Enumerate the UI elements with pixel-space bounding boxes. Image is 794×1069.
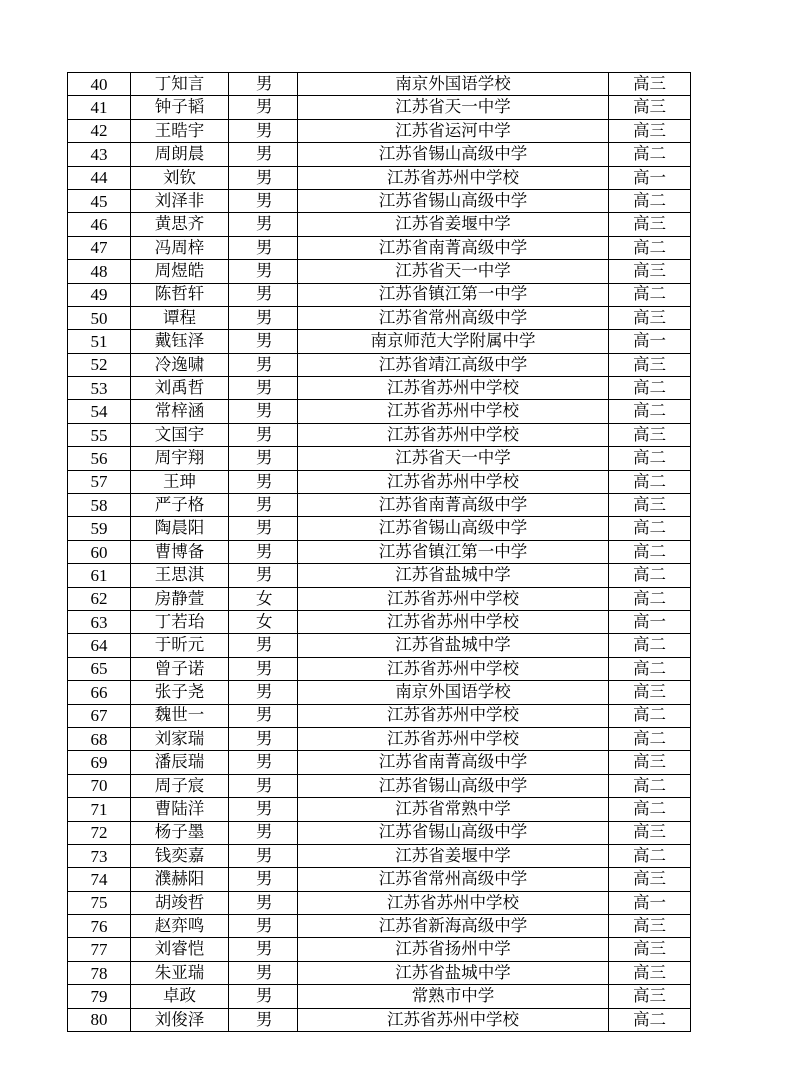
student-grade: 高二 <box>609 704 691 727</box>
student-school: 江苏省常州高级中学 <box>298 306 609 329</box>
student-gender: 男 <box>229 564 298 587</box>
student-gender: 男 <box>229 447 298 470</box>
student-name: 魏世一 <box>131 704 229 727</box>
student-gender: 男 <box>229 891 298 914</box>
student-name: 王思淇 <box>131 564 229 587</box>
row-number: 48 <box>68 260 131 283</box>
student-name: 陶晨阳 <box>131 517 229 540</box>
student-school: 江苏省盐城中学 <box>298 634 609 657</box>
student-gender: 男 <box>229 423 298 446</box>
student-school: 江苏省锡山高级中学 <box>298 143 609 166</box>
row-number: 55 <box>68 423 131 446</box>
row-number: 69 <box>68 751 131 774</box>
table-row <box>68 961 691 984</box>
student-gender: 男 <box>229 517 298 540</box>
row-number: 65 <box>68 657 131 680</box>
student-gender: 男 <box>229 634 298 657</box>
student-school: 南京师范大学附属中学 <box>298 330 609 353</box>
student-name: 钟子韬 <box>131 96 229 119</box>
student-school: 江苏省苏州中学校 <box>298 1008 609 1031</box>
student-grade: 高二 <box>609 470 691 493</box>
student-name: 钱奕嘉 <box>131 844 229 867</box>
student-grade: 高二 <box>609 587 691 610</box>
student-gender: 女 <box>229 587 298 610</box>
student-grade: 高二 <box>609 283 691 306</box>
student-name: 于昕元 <box>131 634 229 657</box>
row-number: 57 <box>68 470 131 493</box>
student-gender: 男 <box>229 353 298 376</box>
student-name: 周宇翔 <box>131 447 229 470</box>
row-number: 75 <box>68 891 131 914</box>
table-row <box>68 517 691 540</box>
student-school: 江苏省常州高级中学 <box>298 868 609 891</box>
table-row <box>68 73 691 96</box>
row-number: 64 <box>68 634 131 657</box>
student-school: 江苏省新海高级中学 <box>298 915 609 938</box>
table-row <box>68 634 691 657</box>
student-school: 江苏省苏州中学校 <box>298 704 609 727</box>
student-gender: 男 <box>229 73 298 96</box>
table-row <box>68 821 691 844</box>
student-grade: 高二 <box>609 798 691 821</box>
row-number: 58 <box>68 494 131 517</box>
student-gender: 男 <box>229 681 298 704</box>
student-grade: 高二 <box>609 447 691 470</box>
row-number: 61 <box>68 564 131 587</box>
row-number: 63 <box>68 610 131 633</box>
table-row <box>68 540 691 563</box>
student-school: 江苏省苏州中学校 <box>298 587 609 610</box>
table-row <box>68 891 691 914</box>
table-row <box>68 470 691 493</box>
student-school: 常熟市中学 <box>298 985 609 1008</box>
student-name: 戴钰泽 <box>131 330 229 353</box>
student-name: 王晧宇 <box>131 119 229 142</box>
table-row <box>68 798 691 821</box>
student-school: 江苏省苏州中学校 <box>298 400 609 423</box>
student-school: 江苏省靖江高级中学 <box>298 353 609 376</box>
row-number: 46 <box>68 213 131 236</box>
student-grade: 高二 <box>609 634 691 657</box>
table-row <box>68 844 691 867</box>
roster-body <box>68 73 691 1032</box>
student-name: 周朗晨 <box>131 143 229 166</box>
student-name: 周子宸 <box>131 774 229 797</box>
student-school: 南京外国语学校 <box>298 681 609 704</box>
student-school: 江苏省扬州中学 <box>298 938 609 961</box>
student-grade: 高二 <box>609 143 691 166</box>
student-grade: 高一 <box>609 891 691 914</box>
table-row <box>68 868 691 891</box>
student-grade: 高二 <box>609 1008 691 1031</box>
student-school: 江苏省苏州中学校 <box>298 891 609 914</box>
student-grade: 高三 <box>609 73 691 96</box>
student-school: 江苏省南菁高级中学 <box>298 236 609 259</box>
row-number: 41 <box>68 96 131 119</box>
student-school: 江苏省苏州中学校 <box>298 657 609 680</box>
table-row <box>68 681 691 704</box>
row-number: 44 <box>68 166 131 189</box>
student-gender: 男 <box>229 727 298 750</box>
student-name: 丁若珆 <box>131 610 229 633</box>
table-row <box>68 423 691 446</box>
student-name: 文国宇 <box>131 423 229 446</box>
student-grade: 高一 <box>609 330 691 353</box>
student-name: 王珅 <box>131 470 229 493</box>
student-gender: 女 <box>229 610 298 633</box>
row-number: 78 <box>68 961 131 984</box>
row-number: 40 <box>68 73 131 96</box>
student-name: 周煜皓 <box>131 260 229 283</box>
row-number: 62 <box>68 587 131 610</box>
student-grade: 高二 <box>609 774 691 797</box>
student-gender: 男 <box>229 330 298 353</box>
table-row <box>68 400 691 423</box>
student-gender: 男 <box>229 377 298 400</box>
row-number: 54 <box>68 400 131 423</box>
student-school: 江苏省常熟中学 <box>298 798 609 821</box>
row-number: 79 <box>68 985 131 1008</box>
student-gender: 男 <box>229 540 298 563</box>
student-name: 曾子诺 <box>131 657 229 680</box>
student-grade: 高二 <box>609 236 691 259</box>
student-name: 黄思齐 <box>131 213 229 236</box>
student-name: 刘睿恺 <box>131 938 229 961</box>
student-gender: 男 <box>229 938 298 961</box>
student-grade: 高三 <box>609 961 691 984</box>
student-school: 江苏省南菁高级中学 <box>298 494 609 517</box>
table-row <box>68 189 691 212</box>
student-school: 江苏省苏州中学校 <box>298 727 609 750</box>
row-number: 71 <box>68 798 131 821</box>
table-row <box>68 727 691 750</box>
student-grade: 高三 <box>609 915 691 938</box>
student-gender: 男 <box>229 260 298 283</box>
student-grade: 高二 <box>609 727 691 750</box>
student-name: 谭程 <box>131 306 229 329</box>
student-name: 房静萱 <box>131 587 229 610</box>
student-gender: 男 <box>229 143 298 166</box>
student-grade: 高三 <box>609 423 691 446</box>
student-name: 冷逸啸 <box>131 353 229 376</box>
table-row <box>68 657 691 680</box>
table-row <box>68 143 691 166</box>
table-row <box>68 915 691 938</box>
student-name: 陈哲轩 <box>131 283 229 306</box>
student-gender: 男 <box>229 236 298 259</box>
student-name: 刘禹哲 <box>131 377 229 400</box>
student-gender: 男 <box>229 470 298 493</box>
student-grade: 高三 <box>609 938 691 961</box>
row-number: 67 <box>68 704 131 727</box>
row-number: 56 <box>68 447 131 470</box>
student-gender: 男 <box>229 1008 298 1031</box>
student-grade: 高二 <box>609 189 691 212</box>
student-grade: 高一 <box>609 166 691 189</box>
table-row <box>68 494 691 517</box>
student-school: 江苏省盐城中学 <box>298 564 609 587</box>
student-gender: 男 <box>229 751 298 774</box>
student-school: 南京外国语学校 <box>298 73 609 96</box>
student-gender: 男 <box>229 96 298 119</box>
table-row <box>68 1008 691 1031</box>
student-grade: 高二 <box>609 564 691 587</box>
student-school: 江苏省天一中学 <box>298 260 609 283</box>
student-grade: 高三 <box>609 821 691 844</box>
student-school: 江苏省锡山高级中学 <box>298 517 609 540</box>
student-grade: 高三 <box>609 353 691 376</box>
student-name: 刘泽非 <box>131 189 229 212</box>
student-name: 常梓涵 <box>131 400 229 423</box>
student-name: 张子尧 <box>131 681 229 704</box>
row-number: 53 <box>68 377 131 400</box>
table-row <box>68 119 691 142</box>
table-row <box>68 213 691 236</box>
student-name: 潘辰瑞 <box>131 751 229 774</box>
student-school: 江苏省镇江第一中学 <box>298 540 609 563</box>
student-gender: 男 <box>229 844 298 867</box>
student-grade: 高三 <box>609 213 691 236</box>
row-number: 51 <box>68 330 131 353</box>
student-name: 胡竣哲 <box>131 891 229 914</box>
student-grade: 高三 <box>609 96 691 119</box>
student-gender: 男 <box>229 166 298 189</box>
student-gender: 男 <box>229 213 298 236</box>
student-name: 卓政 <box>131 985 229 1008</box>
row-number: 76 <box>68 915 131 938</box>
table-row <box>68 564 691 587</box>
row-number: 77 <box>68 938 131 961</box>
student-gender: 男 <box>229 283 298 306</box>
row-number: 72 <box>68 821 131 844</box>
student-gender: 男 <box>229 657 298 680</box>
student-name: 朱亚瑞 <box>131 961 229 984</box>
student-gender: 男 <box>229 774 298 797</box>
student-gender: 男 <box>229 189 298 212</box>
student-school: 江苏省天一中学 <box>298 447 609 470</box>
row-number: 74 <box>68 868 131 891</box>
student-grade: 高二 <box>609 400 691 423</box>
student-school: 江苏省南菁高级中学 <box>298 751 609 774</box>
student-gender: 男 <box>229 915 298 938</box>
row-number: 50 <box>68 306 131 329</box>
row-number: 52 <box>68 353 131 376</box>
student-school: 江苏省姜堰中学 <box>298 213 609 236</box>
student-school: 江苏省运河中学 <box>298 119 609 142</box>
row-number: 66 <box>68 681 131 704</box>
student-name: 刘俊泽 <box>131 1008 229 1031</box>
student-gender: 男 <box>229 704 298 727</box>
student-school: 江苏省苏州中学校 <box>298 470 609 493</box>
table-row <box>68 166 691 189</box>
student-grade: 高二 <box>609 657 691 680</box>
student-school: 江苏省锡山高级中学 <box>298 774 609 797</box>
student-grade: 高三 <box>609 681 691 704</box>
table-row <box>68 96 691 119</box>
student-gender: 男 <box>229 306 298 329</box>
student-school: 江苏省镇江第一中学 <box>298 283 609 306</box>
student-school: 江苏省苏州中学校 <box>298 423 609 446</box>
student-grade: 高一 <box>609 610 691 633</box>
student-grade: 高三 <box>609 494 691 517</box>
row-number: 70 <box>68 774 131 797</box>
table-row <box>68 704 691 727</box>
student-school: 江苏省苏州中学校 <box>298 166 609 189</box>
table-row <box>68 377 691 400</box>
student-grade: 高三 <box>609 306 691 329</box>
student-school: 江苏省天一中学 <box>298 96 609 119</box>
row-number: 59 <box>68 517 131 540</box>
student-name: 冯周梓 <box>131 236 229 259</box>
student-grade: 高三 <box>609 751 691 774</box>
student-gender: 男 <box>229 985 298 1008</box>
table-row <box>68 306 691 329</box>
student-gender: 男 <box>229 119 298 142</box>
row-number: 42 <box>68 119 131 142</box>
student-gender: 男 <box>229 868 298 891</box>
table-row <box>68 283 691 306</box>
student-name: 濮赫阳 <box>131 868 229 891</box>
student-school: 江苏省盐城中学 <box>298 961 609 984</box>
student-grade: 高二 <box>609 844 691 867</box>
student-school: 江苏省锡山高级中学 <box>298 821 609 844</box>
student-roster-table <box>67 72 691 1032</box>
table-row <box>68 774 691 797</box>
student-gender: 男 <box>229 798 298 821</box>
table-row <box>68 330 691 353</box>
student-name: 刘家瑞 <box>131 727 229 750</box>
student-gender: 男 <box>229 821 298 844</box>
student-name: 曹陆洋 <box>131 798 229 821</box>
student-grade: 高三 <box>609 260 691 283</box>
row-number: 73 <box>68 844 131 867</box>
row-number: 49 <box>68 283 131 306</box>
row-number: 60 <box>68 540 131 563</box>
student-school: 江苏省姜堰中学 <box>298 844 609 867</box>
student-name: 曹博备 <box>131 540 229 563</box>
row-number: 47 <box>68 236 131 259</box>
student-name: 赵弈鸣 <box>131 915 229 938</box>
student-name: 杨子墨 <box>131 821 229 844</box>
student-school: 江苏省苏州中学校 <box>298 377 609 400</box>
table-row <box>68 985 691 1008</box>
student-name: 严子格 <box>131 494 229 517</box>
student-grade: 高三 <box>609 868 691 891</box>
student-grade: 高二 <box>609 377 691 400</box>
table-row <box>68 938 691 961</box>
student-name: 丁知言 <box>131 73 229 96</box>
student-gender: 男 <box>229 400 298 423</box>
row-number: 43 <box>68 143 131 166</box>
student-gender: 男 <box>229 961 298 984</box>
student-grade: 高三 <box>609 985 691 1008</box>
row-number: 80 <box>68 1008 131 1031</box>
student-grade: 高三 <box>609 119 691 142</box>
table-row <box>68 260 691 283</box>
row-number: 68 <box>68 727 131 750</box>
table-row <box>68 610 691 633</box>
table-row <box>68 751 691 774</box>
student-name: 刘钦 <box>131 166 229 189</box>
table-row <box>68 353 691 376</box>
student-school: 江苏省苏州中学校 <box>298 610 609 633</box>
student-grade: 高二 <box>609 517 691 540</box>
table-row <box>68 236 691 259</box>
student-grade: 高二 <box>609 540 691 563</box>
table-row <box>68 447 691 470</box>
student-gender: 男 <box>229 494 298 517</box>
student-school: 江苏省锡山高级中学 <box>298 189 609 212</box>
row-number: 45 <box>68 189 131 212</box>
table-row <box>68 587 691 610</box>
